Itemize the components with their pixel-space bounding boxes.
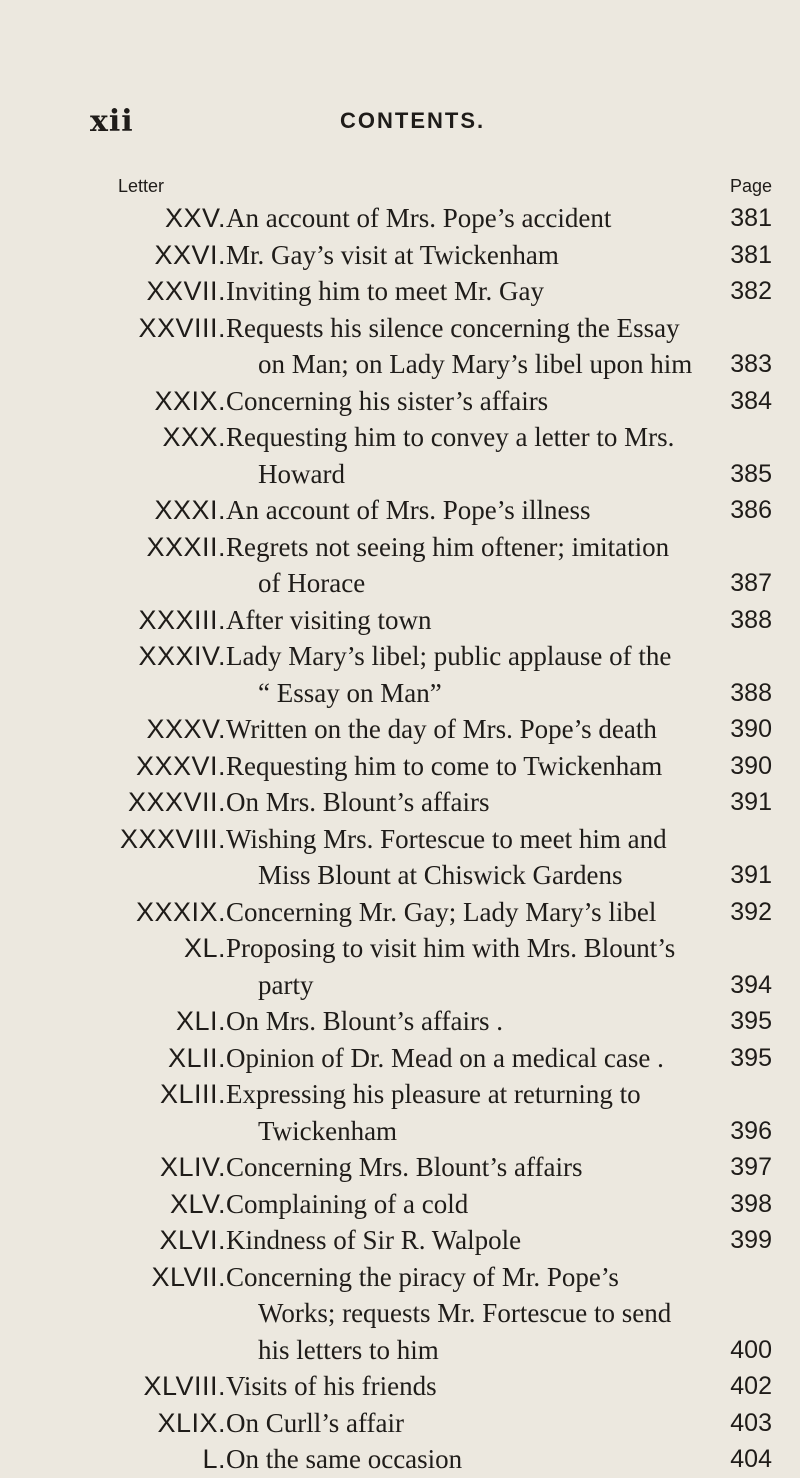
letter-description: On Mrs. Blount’s affairs . (226, 1006, 503, 1036)
letter-numeral: XXIX. (154, 385, 226, 416)
letter-numeral: XXVIII. (138, 312, 226, 343)
contents-entry (0, 638, 800, 711)
page-header (0, 104, 800, 144)
page-reference: 400 (730, 1335, 772, 1364)
letter-numeral: XXXIX. (135, 896, 226, 927)
letter-description: Lady Mary’s libel; public applause of the (226, 641, 672, 671)
entry-first-line (0, 1222, 800, 1259)
entry-continuation-line (0, 967, 800, 1004)
page-reference: 385 (730, 459, 772, 488)
page-reference: 388 (730, 678, 772, 707)
entry-continuation-line (0, 456, 800, 493)
contents-entry (0, 748, 800, 785)
entry-continuation-line (0, 1113, 800, 1150)
entry-first-line (0, 1003, 800, 1040)
letter-description: An account of Mrs. Pope’s accident (226, 203, 612, 233)
letter-numeral: XXXIII. (138, 604, 226, 635)
contents-entry (0, 273, 800, 310)
letter-description: Wishing Mrs. Fortescue to meet him and (226, 823, 667, 854)
letter-numeral: XXVII. (146, 276, 226, 306)
contents-entry (0, 310, 800, 383)
page-reference: 388 (730, 605, 772, 634)
letter-description: Concerning his sister’s affairs (226, 385, 549, 416)
entry-first-line (0, 200, 800, 237)
letter-numeral: XLVII. (151, 1261, 226, 1292)
entry-continuation-line (0, 565, 800, 602)
letter-numeral: XLVIII. (143, 1371, 226, 1401)
entry-first-line (0, 310, 800, 347)
entry-first-line (0, 1186, 800, 1223)
contents-entry (0, 1368, 800, 1405)
contents-entry (0, 1259, 800, 1369)
letter-numeral: XXXII. (146, 531, 226, 562)
letter-numeral: XXV. (164, 203, 226, 233)
entry-continuation-line (0, 1332, 800, 1369)
entry-first-line (0, 237, 800, 274)
contents-entry (0, 602, 800, 639)
entry-first-line (0, 784, 800, 821)
letter-description: Concerning the piracy of Mr. Pope’s (226, 1261, 619, 1292)
letter-description: After visiting town (226, 604, 432, 635)
letter-description: Howard (258, 458, 345, 489)
letter-description: Works; requests Mr. Fortescue to send (258, 1298, 672, 1328)
contents-entry (0, 1186, 800, 1223)
entry-continuation-line (0, 346, 800, 383)
contents-list (0, 200, 800, 1478)
entry-first-line (0, 638, 800, 675)
entry-first-line (0, 894, 800, 931)
letter-description: his letters to him (258, 1334, 439, 1365)
entry-first-line (0, 1368, 800, 1405)
letter-numeral: L. (202, 1444, 226, 1474)
contents-entry (0, 1040, 800, 1077)
page-reference: 402 (730, 1372, 772, 1400)
entry-first-line (0, 492, 800, 529)
entry-first-line (0, 1441, 800, 1478)
letter-description: of Horace (258, 568, 366, 598)
entry-first-line (0, 711, 800, 748)
page-reference: 392 (730, 897, 772, 926)
entry-continuation-line (0, 857, 800, 894)
entry-first-line (0, 821, 800, 858)
contents-entry (0, 1076, 800, 1149)
page-reference: 398 (730, 1189, 772, 1218)
letter-numeral: XXXVI. (135, 750, 226, 781)
contents-entry (0, 1149, 800, 1186)
page-reference: 397 (730, 1153, 772, 1181)
letter-description: “ Essay on Man” (258, 677, 442, 708)
letter-description: Written on the day of Mrs. Pope’s death (226, 714, 657, 744)
running-title: CONTENTS. (340, 108, 486, 133)
letter-numeral: XLIII. (159, 1079, 226, 1109)
letter-description: Requests his silence concerning the Essay (226, 312, 680, 343)
letter-numeral: XLIX. (157, 1407, 226, 1438)
entry-first-line (0, 529, 800, 566)
letter-description: Requesting him to convey a letter to Mrs. (226, 422, 675, 452)
contents-entry (0, 930, 800, 1003)
contents-entry (0, 529, 800, 602)
contents-entry (0, 821, 800, 894)
page-reference: 396 (730, 1116, 772, 1145)
entry-first-line (0, 383, 800, 420)
letter-description: Proposing to visit him with Mrs. Blount’s (226, 933, 676, 963)
entry-first-line (0, 419, 800, 456)
letter-description: Mr. Gay’s visit at Twickenham (226, 239, 559, 270)
letter-numeral: XLVI. (159, 1225, 226, 1255)
page-column-heading: Page (729, 176, 772, 196)
entry-first-line (0, 602, 800, 639)
entry-first-line (0, 1149, 800, 1186)
letter-description: Kindness of Sir R. Walpole (226, 1225, 522, 1255)
letter-numeral: XXXVII. (127, 787, 226, 817)
page-reference: 381 (730, 204, 772, 232)
entry-continuation-line (0, 675, 800, 712)
letter-description: Concerning Mr. Gay; Lady Mary’s libel (226, 896, 657, 927)
letter-description: on Man; on Lady Mary’s libel upon him (258, 349, 693, 379)
entry-first-line (0, 1259, 800, 1296)
letter-description: On Curll’s affair (226, 1407, 404, 1438)
entry-first-line (0, 1405, 800, 1442)
letter-description: An account of Mrs. Pope’s illness (226, 495, 591, 525)
letter-description: party (258, 969, 314, 1000)
entry-first-line (0, 748, 800, 785)
page-reference: 391 (730, 861, 772, 889)
letter-description: On Mrs. Blount’s affairs (226, 787, 490, 817)
letter-numeral: XLV. (169, 1188, 226, 1219)
page-number: xii (90, 104, 134, 139)
letter-description: Inviting him to meet Mr. Gay (226, 276, 544, 306)
letter-description: Regrets not seeing him oftener; imitation (226, 531, 670, 562)
page-reference: 384 (730, 386, 772, 415)
page-reference: 390 (730, 715, 772, 743)
contents-entry (0, 492, 800, 529)
page-reference: 395 (730, 1043, 772, 1072)
letter-description: Requesting him to come to Twickenham (226, 750, 663, 781)
letter-numeral: XXXVIII. (119, 823, 226, 854)
contents-entry (0, 1441, 800, 1478)
letter-numeral: XLII. (167, 1042, 226, 1073)
page-reference: 395 (730, 1007, 772, 1035)
contents-entry (0, 1222, 800, 1259)
letter-column-heading: Letter (118, 176, 165, 196)
letter-numeral: XXVI. (154, 239, 226, 270)
page-reference: 387 (730, 569, 772, 597)
letter-description: Concerning Mrs. Blount’s affairs (226, 1152, 583, 1182)
entry-first-line (0, 1040, 800, 1077)
letter-description: Complaining of a cold (226, 1188, 469, 1219)
letter-description: On the same occasion (226, 1444, 463, 1474)
page-reference: 386 (730, 496, 772, 524)
contents-entry (0, 711, 800, 748)
page-reference: 404 (730, 1445, 772, 1473)
letter-description: Miss Blount at Chiswick Gardens (258, 860, 623, 890)
letter-numeral: XXXIV. (138, 641, 226, 671)
letter-numeral: XXXV. (146, 714, 226, 744)
page-reference: 382 (730, 277, 772, 305)
contents-entry (0, 784, 800, 821)
page-reference: 394 (730, 970, 772, 999)
contents-entry (0, 383, 800, 420)
page-reference: 399 (730, 1226, 772, 1254)
contents-entry (0, 1003, 800, 1040)
letter-numeral: XLIV. (159, 1152, 226, 1182)
contents-entry (0, 419, 800, 492)
letter-numeral: XXXI. (154, 495, 226, 525)
letter-numeral: XLI. (175, 1006, 226, 1036)
entry-continuation-line (0, 1295, 800, 1332)
letter-numeral: XXX. (162, 422, 226, 452)
contents-entry (0, 237, 800, 274)
page-reference: 391 (730, 788, 772, 816)
page-reference: 381 (730, 240, 772, 269)
entry-first-line (0, 1076, 800, 1113)
letter-numeral: XL. (183, 933, 226, 963)
entry-first-line (0, 273, 800, 310)
contents-entry (0, 1405, 800, 1442)
page-reference: 403 (730, 1408, 772, 1437)
contents-entry (0, 894, 800, 931)
column-headings (0, 176, 800, 202)
contents-entry (0, 200, 800, 237)
letter-description: Twickenham (258, 1115, 398, 1146)
entry-first-line (0, 930, 800, 967)
page-reference: 390 (730, 751, 772, 780)
letter-description: Expressing his pleasure at returning to (226, 1079, 641, 1109)
page-reference: 383 (730, 350, 772, 378)
letter-description: Visits of his friends (226, 1371, 437, 1401)
letter-description: Opinion of Dr. Mead on a medical case . (226, 1042, 664, 1073)
